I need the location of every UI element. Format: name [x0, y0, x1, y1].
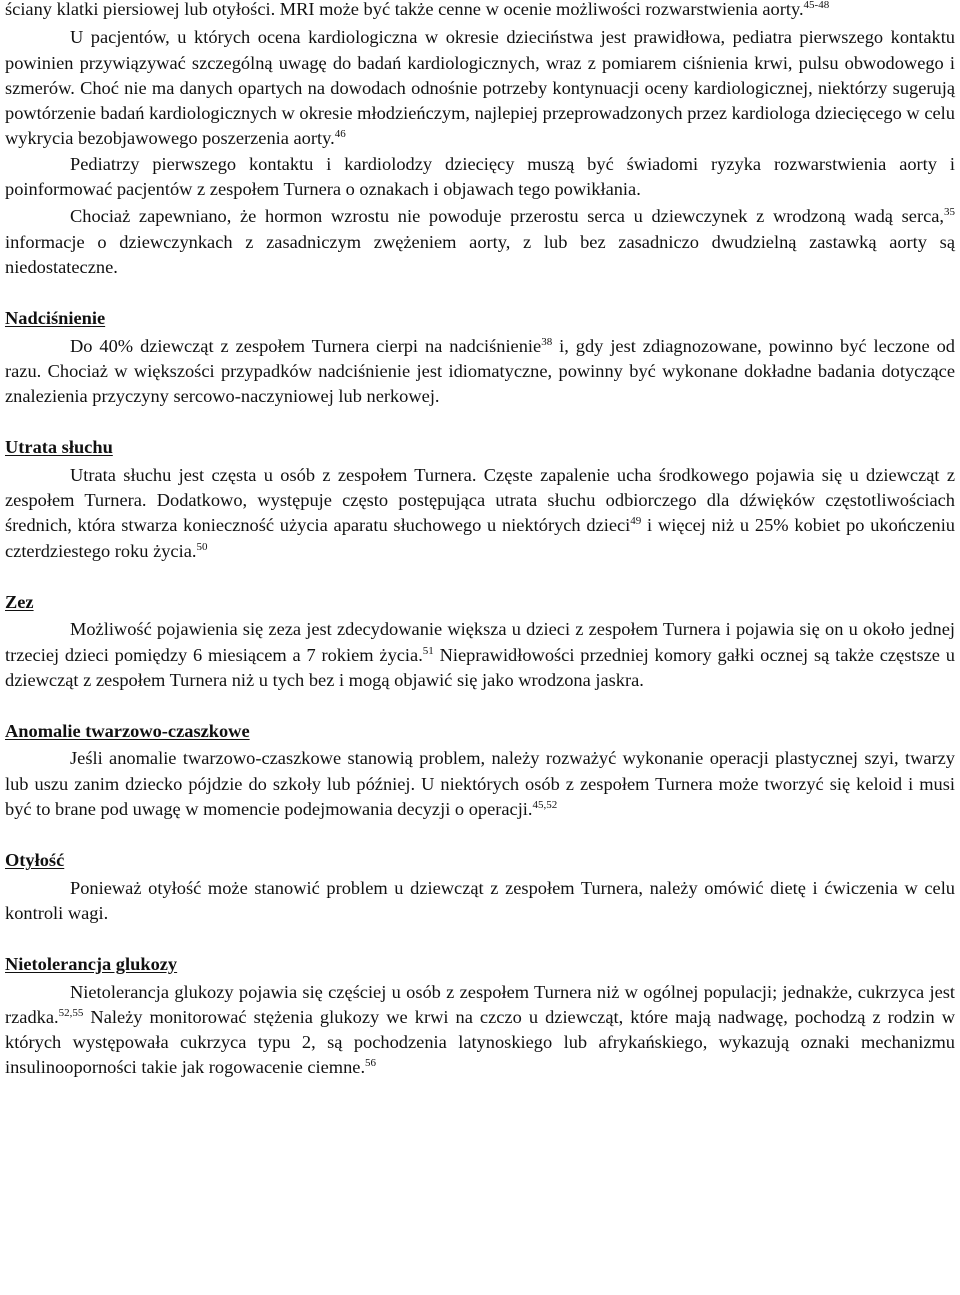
section-heading-obesity: Otyłość — [5, 850, 65, 871]
citation: 49 — [630, 515, 642, 528]
paragraph-hearing-loss — [5, 463, 955, 564]
paragraph-mri — [5, 0, 955, 22]
section-heading-craniofacial: Anomalie twarzowo-czaszkowe — [5, 721, 250, 742]
section-heading-hypertension: Nadciśnienie — [5, 308, 106, 329]
paragraph-text: Do 40% dziewcząt z zespołem Turnera cierpi na nadciśnienie — [70, 335, 542, 356]
paragraph-mri-text: ściany klatki piersiowej lub otyłości. MRI może być także cenne w ocenie możliwości rozwarstwienia aorty. — [5, 0, 804, 19]
paragraph-glucose — [5, 980, 955, 1081]
paragraph-craniofacial — [5, 746, 955, 822]
paragraph-growth-hormone — [5, 204, 955, 280]
paragraph-text: Możliwość pojawienia się zeza jest zdecydowanie większa u dzieci z zespołem Turnera i pojawia się on u około jednej trzeciej dzieci pomiędzy 6 miesiącem a 7 rokiem życia. — [5, 619, 955, 665]
citation: 38 — [541, 335, 553, 348]
citation: 52,55 — [58, 1006, 84, 1019]
paragraph-hypertension — [5, 334, 955, 410]
paragraph-strabismus — [5, 617, 955, 693]
paragraph-text: Utrata słuchu jest częsta u osób z zespołem Turnera. Częste zapalenie ucha środkowego pojawia się u dziewcząt z zespołem Turnera. Dodatkowo, występuje często postępująca utrata słuchu odbiorczego dla dźwięków częstotliwościach średnich, która stwarza konieczność użycia aparatu słuchowego u niektórych dzieci — [5, 464, 955, 536]
paragraph-text: Należy monitorować stężenia glukozy we krwi na czczo u dziewcząt, które mają nadwagę, pochodzą z rodzin w których występowała cukrzyca typu 2, są pochodzenia latynoskiego lub afrykańskiego, wykazują oznaki mechanizmu insulinooporności takie jak rogowacenie ciemne. — [5, 1006, 955, 1078]
section-heading-glucose: Nietolerancja glukozy — [5, 954, 178, 975]
citation: 35 — [944, 206, 955, 219]
paragraph-text: Nietolerancja glukozy pojawia się częściej u osób z zespołem Turnera niż w ogólnej populacji; jednakże, cukrzyca jest rzadka. — [5, 981, 955, 1027]
paragraph-obesity — [5, 876, 955, 927]
citation: 50 — [196, 540, 208, 553]
paragraph-text: Nieprawidłowości przedniej komory gałki ocznej są także częstsze u dziewcząt z zespołem Turnera niż u tych bez i mogą objawić się jako wrodzona jaskra. — [5, 644, 955, 690]
citation: 45,52 — [532, 799, 558, 812]
citation: 51 — [422, 644, 434, 657]
paragraph-text: Ponieważ otyłość może stanowić problem u dziewcząt z zespołem Turnera, należy omówić dietę i ćwiczenia w celu kontroli wagi. — [5, 877, 955, 923]
citation: 46 — [334, 128, 346, 141]
paragraph-text: i, gdy jest zdiagnozowane, powinno być leczone od razu. Chociaż w większości przypadków nadciśnienie jest idiomatyczne, powinny być wykonane dokładne badania dotyczące znalezienia przyczyny sercowo-naczyniowej lub nerkowej. — [5, 335, 955, 407]
paragraph-text: i więcej niż u 25% kobiet po ukończeniu czterdziestego roku życia. — [5, 515, 955, 561]
section-heading-hearing-loss: Utrata słuchu — [5, 437, 113, 458]
section-heading-strabismus: Zez — [5, 591, 34, 612]
paragraph-text: Pediatrzy pierwszego kontaktu i kardiolodzy dziecięcy muszą być świadomi ryzyka rozwarstwienia aorty i poinformować pacjentów z zespołem Turnera o oznakach i objawach tego powikłania. — [5, 153, 955, 200]
paragraph-cardiology-followup — [5, 25, 955, 151]
paragraph-aortic-dissection — [5, 152, 955, 203]
document-page — [5, 0, 955, 1081]
citation: 56 — [365, 1057, 377, 1070]
paragraph-text: Jeśli anomalie twarzowo-czaszkowe stanowią problem, należy rozważyć wykonanie operacji plastycznej szyi, twarzy lub uszu zanim dziecko pójdzie do szkoły lub później. U niektórych osób z zespołem Turnera może tworzyć się keloid i musi być to brane pod uwagę w momencie podejmowania decyzji o operacji. — [5, 748, 955, 820]
paragraph-text: U pacjentów, u których ocena kardiologiczna w okresie dzieciństwa jest prawidłowa, pediatra pierwszego kontaktu powinien przywiązywać szczególną uwagę do badań kardiologicznych, wraz z pomiarem ciśnienia krwi, pulsu obwodowego i szmerów. Choć nie ma danych opartych na dowodach odnośnie potrzeby kontynuacji oceny kardiologicznej, niektórzy sugerują powtórzenie badań kardiologicznych w okresie młodzieńczym, najlepiej przeprowadzonych przez kardiologa dziecięcego w celu wykrycia bezobjawowego poszerzenia aorty. — [5, 27, 955, 149]
paragraph-text: informacje o dziewczynkach z zasadniczym zwężeniem aorty, z lub bez zasadniczo dwudzielną zastawką aorty są niedostateczne. — [5, 231, 955, 277]
paragraph-text: Chociaż zapewniano, że hormon wzrostu nie powoduje przerostu serca u dziewczynek z wrodzoną wadą serca, — [70, 206, 944, 227]
citation: 45-48 — [803, 0, 830, 11]
